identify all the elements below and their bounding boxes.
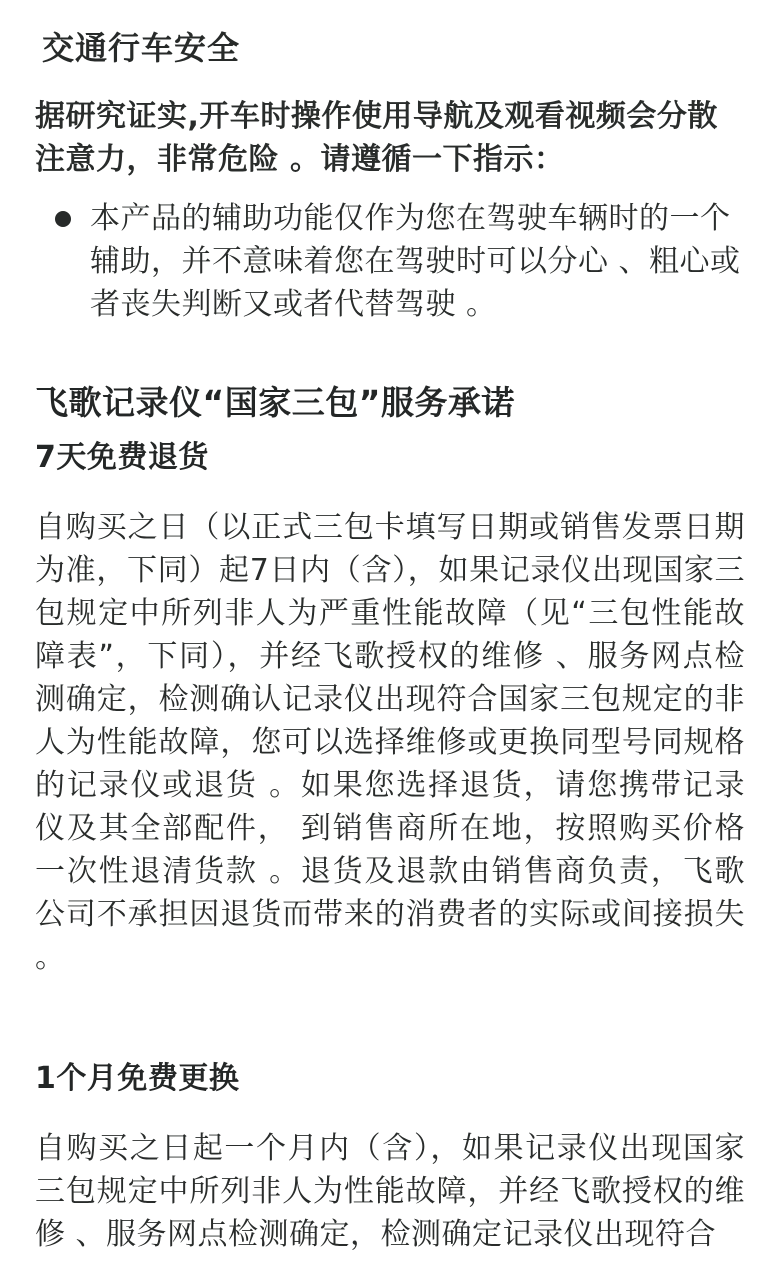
section-title-traffic-safety: 交通行车安全 (42, 29, 241, 67)
safety-intro-text: 据研究证实,开车时操作使用导航及观看视频会分散注意力，非常危险 。请遵循一下指示： (35, 99, 718, 177)
bullet-dot-icon (55, 211, 71, 227)
section-title-warranty-promise: 飞歌记录仪“国家三包”服务承诺 (35, 383, 515, 422)
1month-replace-body-text: 自购买之日起一个月内（含），如果记录仪出现国家三包规定中所列非人为性能故障，并经飞歌授权的维修 、服务网点检测确定，检测确定记录仪出现符合 (35, 1131, 745, 1252)
subsection-heading-7day-return: 7天免费退货 (35, 440, 209, 475)
safety-bullet-list (35, 197, 745, 326)
safety-bullet-item (35, 197, 745, 326)
subsection-heading-1month-replace: 1个月免费更换 (35, 1061, 240, 1096)
safety-bullet-text: 本产品的辅助功能仅作为您在驾驶车辆时的一个辅助，并不意味着您在驾驶时可以分心 、粗心或者丧失判断又或者代替驾驶 。 (90, 201, 741, 322)
7day-return-body-text: 自购买之日（以正式三包卡填写日期或销售发票日期为准，下同）起7日内（含），如果记录仪出现国家三包规定中所列非人为严重性能故障（见“三包性能故障表”，下同），并经飞歌授权的维修 、服务网点检测确定，检测确认记录仪出现符合国家三包规定的非人为性能故障，您可以选择维修或更换同型号同规格的记录仪或退货 。如果您选择退货，请您携带记录仪及其全部配件， 到销售商所在地，按照购买价格一次性退清货款 。退货及退款由销售商负责，飞歌公司不承担因退货而带来的消费者的实际或间接损失 。 (35, 510, 745, 975)
